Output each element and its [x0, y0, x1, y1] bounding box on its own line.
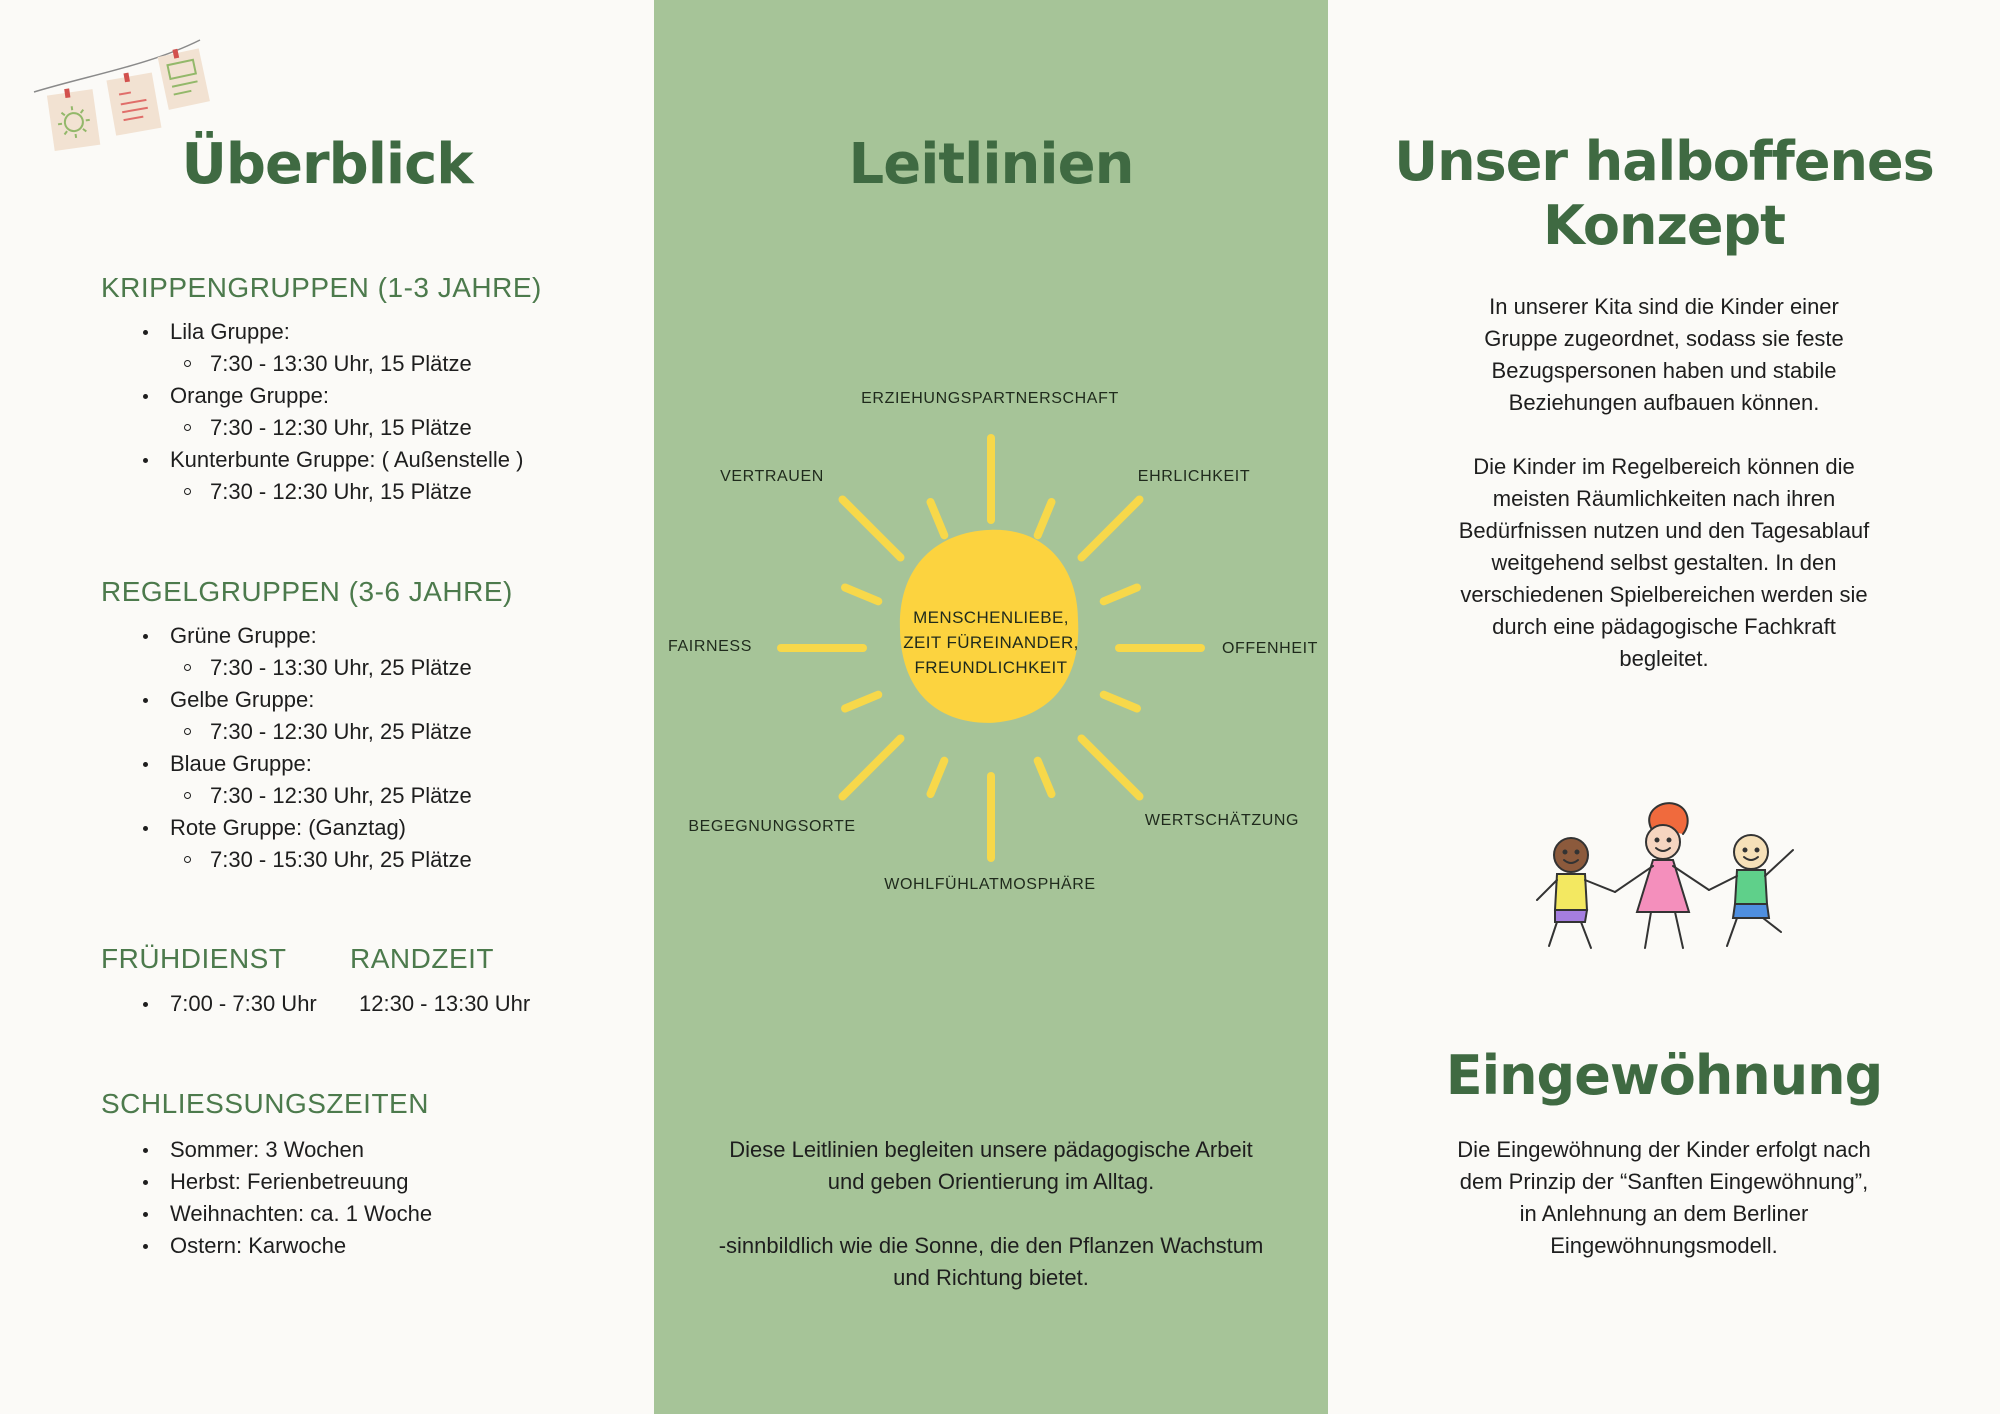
text-line — [1328, 419, 2000, 451]
label-offenheit: OFFENHEIT — [1221, 640, 1319, 657]
sun-ray — [1038, 761, 1052, 794]
overview-title: Überblick — [181, 132, 473, 197]
right-panel — [1328, 0, 2000, 1414]
schliess-heading: SCHLIESSUNGSZEITEN — [101, 1088, 429, 1119]
sun-center-line: FREUNDLICHKEIT — [914, 658, 1068, 677]
sun-ray — [1082, 500, 1140, 558]
sun-ray — [1104, 588, 1137, 602]
sun-ray — [843, 739, 901, 797]
fruehdienst-heading: FRÜHDIENST — [101, 943, 287, 974]
text-line: Eingewöhnungsmodell. — [1550, 1233, 1778, 1258]
konzept-title-line: Unser halboffenes — [1394, 130, 1934, 193]
text-line: Die Eingewöhnung der Kinder erfolgt nach — [1457, 1137, 1871, 1162]
sun-ray — [931, 502, 945, 535]
sun-ray — [1038, 502, 1052, 535]
text-line: -sinnbildlich wie die Sonne, die den Pflanzen Wachstum — [718, 1233, 1264, 1258]
randzeit-time: 12:30 - 13:30 Uhr — [359, 991, 531, 1016]
sun-ray — [1104, 695, 1137, 709]
label-fairness: FAIRNESS — [668, 638, 752, 655]
list-item: Grüne Gruppe: — [110, 620, 472, 652]
eingewoehnung-text — [1328, 1134, 2000, 1262]
left-panel — [0, 0, 654, 1414]
sun-center-line: ZEIT FÜREINANDER, — [903, 633, 1079, 652]
text-line: Gruppe zugeordnet, sodass sie feste — [1484, 326, 1844, 351]
list-subitem: 7:30 - 15:30 Uhr, 25 Plätze — [110, 844, 472, 876]
fruehdienst-time: 7:00 - 7:30 Uhr — [110, 988, 317, 1020]
list-item: Sommer: 3 Wochen — [110, 1134, 432, 1166]
text-line: Beziehungen aufbauen können. — [1508, 390, 1820, 415]
text-line: Die Kinder im Regelbereich können die — [1473, 454, 1855, 479]
kids-holding-hands-illustration — [1523, 800, 1823, 960]
sun-ray — [843, 500, 901, 558]
sun-icon — [654, 0, 1328, 1000]
list-item: Herbst: Ferienbetreuung — [110, 1166, 432, 1198]
konzept-title-line: Konzept — [1543, 194, 1785, 257]
text-line: und Richtung bietet. — [893, 1265, 1089, 1290]
sun-center-text — [891, 605, 1091, 680]
text-line: begleitet. — [1619, 646, 1709, 671]
fruehdienst-list — [110, 988, 317, 1020]
text-line: verschiedenen Spielbereichen werden sie — [1460, 582, 1868, 607]
list-item: Blaue Gruppe: — [110, 748, 472, 780]
krippe-list — [110, 316, 523, 508]
sun-ray — [845, 695, 878, 709]
text-line: dem Prinzip der “Sanften Eingewöhnung”, — [1459, 1169, 1869, 1194]
sun-center-line: MENSCHENLIEBE, — [913, 608, 1069, 627]
text-line: in Anlehnung an dem Berliner — [1519, 1201, 1809, 1226]
list-subitem: 7:30 - 12:30 Uhr, 25 Plätze — [110, 716, 472, 748]
sun-ray — [931, 761, 945, 794]
randzeit-heading: RANDZEIT — [350, 943, 494, 974]
text-line: Bezugspersonen haben und stabile — [1491, 358, 1837, 383]
list-item: Weihnachten: ca. 1 Woche — [110, 1198, 432, 1230]
list-subitem: 7:30 - 12:30 Uhr, 15 Plätze — [110, 476, 523, 508]
regel-list — [110, 620, 472, 876]
text-line: Diese Leitlinien begleiten unsere pädagogische Arbeit — [729, 1137, 1253, 1162]
list-subitem: 7:30 - 13:30 Uhr, 15 Plätze — [110, 348, 523, 380]
list-item: Lila Gruppe: — [110, 316, 523, 348]
sun-ray — [845, 588, 878, 602]
regel-heading: REGELGRUPPEN (3-6 JAHRE) — [101, 576, 513, 607]
middle-panel — [654, 0, 1328, 1414]
text-line: weitgehend selbst gestalten. In den — [1491, 550, 1837, 575]
list-subitem: 7:30 - 12:30 Uhr, 25 Plätze — [110, 780, 472, 812]
label-vertrauen: VERTRAUEN — [720, 468, 824, 485]
konzept-title — [1328, 130, 2000, 258]
text-line: durch eine pädagogische Fachkraft — [1492, 614, 1836, 639]
label-erziehungspartnerschaft: ERZIEHUNGSPARTNERSCHAFT — [861, 390, 1119, 407]
konzept-text — [1328, 291, 2000, 675]
sun-ray — [1082, 739, 1140, 797]
list-item: Ostern: Karwoche — [110, 1230, 432, 1262]
text-line — [654, 1198, 1328, 1230]
krippe-heading: KRIPPENGRUPPEN (1-3 JAHRE) — [101, 272, 542, 303]
label-wertschaetzung: WERTSCHÄTZUNG — [1144, 812, 1300, 829]
list-item: Orange Gruppe: — [110, 380, 523, 412]
list-subitem: 7:30 - 12:30 Uhr, 15 Plätze — [110, 412, 523, 444]
list-item: Kunterbunte Gruppe: ( Außenstelle ) — [110, 444, 523, 476]
text-line: und geben Orientierung im Alltag. — [827, 1169, 1155, 1194]
list-item: Rote Gruppe: (Ganztag) — [110, 812, 472, 844]
label-ehrlichkeit: EHRLICHKEIT — [1137, 468, 1251, 485]
schliess-list — [110, 1134, 432, 1262]
list-subitem: 7:30 - 13:30 Uhr, 25 Plätze — [110, 652, 472, 684]
text-line: meisten Räumlichkeiten nach ihren — [1492, 486, 1836, 511]
eingewoehnung-title: Eingewöhnung — [1445, 1044, 1883, 1107]
leitlinien-title: Leitlinien — [848, 132, 1134, 197]
leitlinien-text — [654, 1134, 1328, 1294]
label-wohlfuehlatmosphaere: WOHLFÜHLATMOSPHÄRE — [884, 876, 1096, 893]
text-line: In unserer Kita sind die Kinder einer — [1489, 294, 1839, 319]
label-begegnungsorte: BEGEGNUNGSORTE — [688, 818, 856, 835]
text-line: Bedürfnissen nutzen und den Tagesablauf — [1458, 518, 1870, 543]
list-item: Gelbe Gruppe: — [110, 684, 472, 716]
